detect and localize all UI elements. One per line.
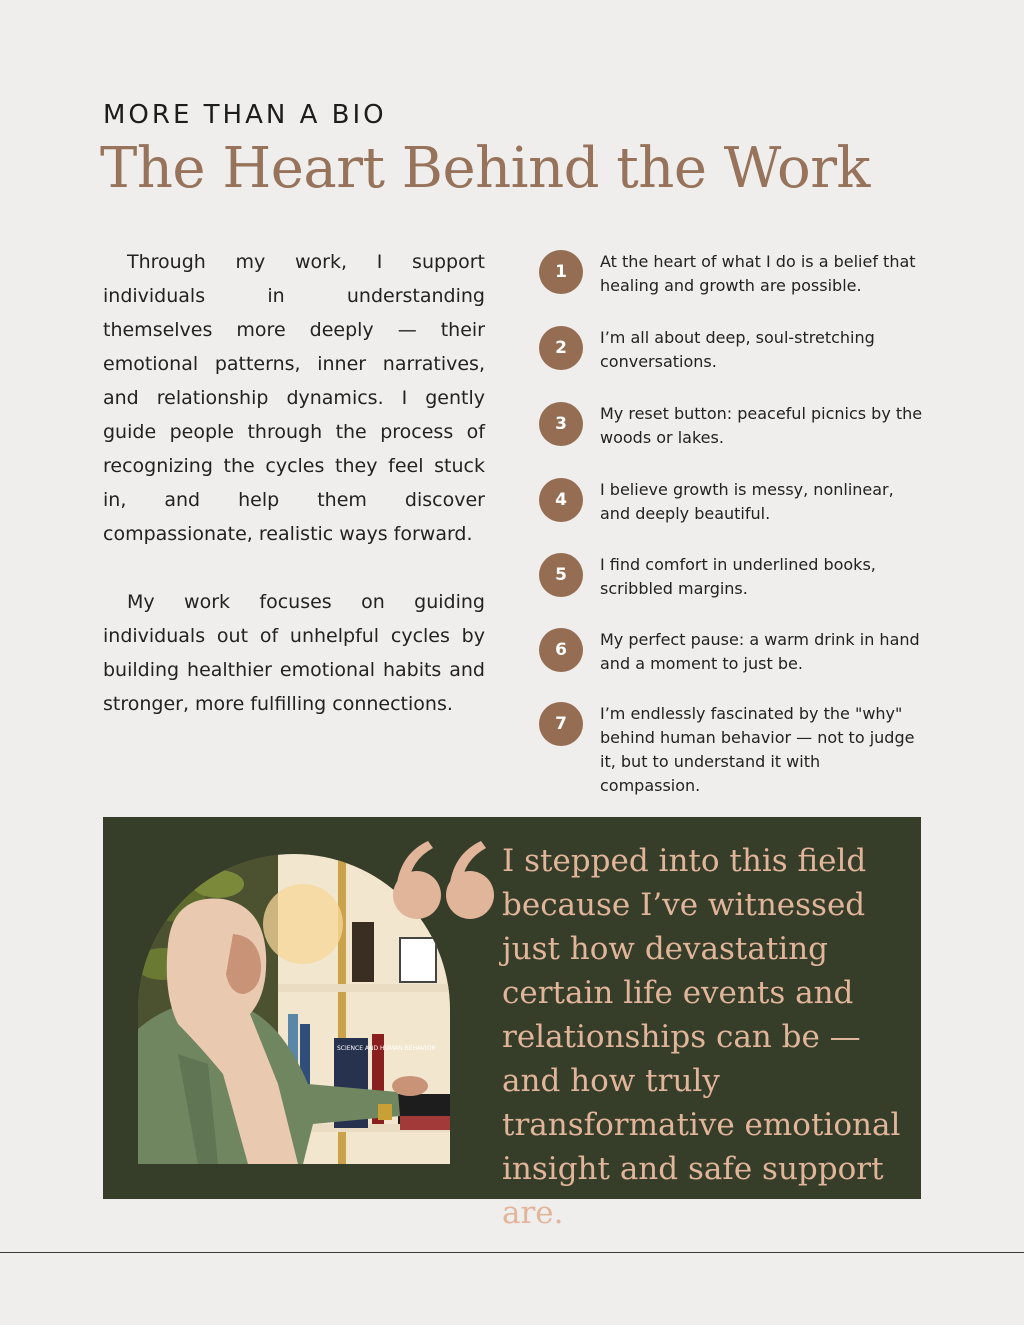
number-badge: 7	[539, 702, 583, 746]
fact-text: My perfect pause: a warm drink in hand and a moment to just be.	[600, 630, 920, 673]
number-badge: 4	[539, 478, 583, 522]
fact-text: I believe growth is messy, nonlinear, and deeply beautiful.	[600, 480, 894, 523]
intro-paragraph-2: My work focuses on guiding individuals out of unhelpful cycles by building healthier emotional habits and stronger, more fulfilling connections.	[103, 591, 485, 715]
number-badge: 3	[539, 402, 583, 446]
section-eyebrow: MORE THAN A BIO	[103, 100, 387, 130]
number-badge: 2	[539, 326, 583, 370]
fact-text: I find comfort in underlined books, scribbled margins.	[600, 555, 876, 598]
number-badge: 5	[539, 553, 583, 597]
fact-text: I’m all about deep, soul-stretching conversations.	[600, 328, 875, 371]
pull-quote: I stepped into this field because I’ve witnessed just how devastating certain life events and relationships can be — and how truly transformative emotional insight and safe support are.	[502, 843, 901, 1231]
fact-text: I’m endlessly fascinated by the "why" behind human behavior — not to judge it, but to understand it with compassion.	[600, 704, 915, 795]
number-badge: 6	[539, 628, 583, 672]
intro-text	[103, 245, 485, 755]
footer-divider	[0, 1252, 1024, 1253]
intro-paragraph-1: Through my work, I support individuals in understanding themselves more deeply — their emotional patterns, inner narratives, and relationship dynamics. I gently guide people through the process of recognizing the cycles they feel stuck in, and help them discover compassionate, realistic ways forward.	[103, 251, 485, 545]
quote-mark-icon	[388, 837, 498, 927]
fact-text: My reset button: peaceful picnics by the woods or lakes.	[600, 404, 923, 447]
number-badge: 1	[539, 250, 583, 294]
fact-text: At the heart of what I do is a belief that healing and growth are possible.	[600, 252, 916, 295]
page-title: The Heart Behind the Work	[100, 136, 870, 201]
quote-panel	[103, 817, 921, 1231]
book-spine-label: SCIENCE AND HUMAN BEHAVIOR	[337, 1045, 436, 1052]
